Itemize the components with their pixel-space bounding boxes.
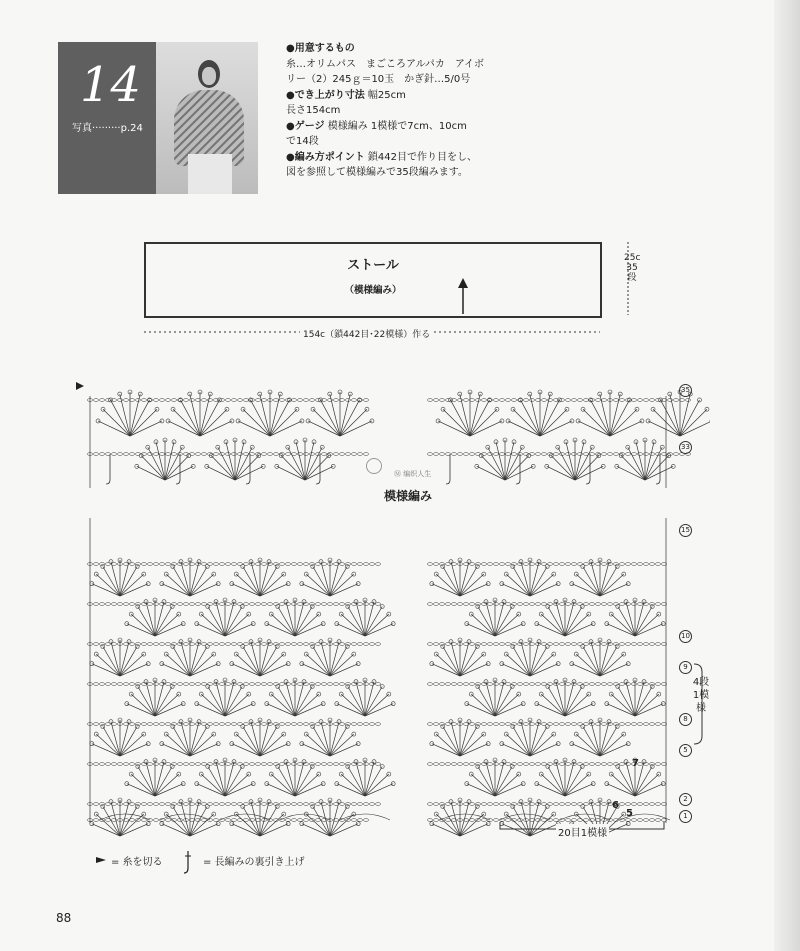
gauge-heading: ●ゲージ <box>286 120 325 132</box>
rows-value: 35段 <box>626 263 638 283</box>
prepare-heading: ●用意するもの <box>286 43 355 54</box>
legend-back-post: = 長編みの裏引き上げ <box>203 857 305 868</box>
row-number: 10 <box>679 630 692 643</box>
diagram-title: 模様編み <box>384 489 433 503</box>
point-line-2: 図を参照して模様編みで35段編みます。 <box>286 167 468 178</box>
row-marker: 7 <box>632 758 639 769</box>
row-number: 33 <box>679 441 692 454</box>
pattern-number: 14 <box>80 57 142 113</box>
height-value: 25c <box>624 253 641 263</box>
rows-repeat-label: 4段1模様 <box>692 677 710 714</box>
row-number: 5 <box>679 744 692 757</box>
back-post-icon <box>184 851 188 873</box>
gauge-line-1: 模様編み 1模様で7cm、10cm <box>327 120 467 132</box>
width-label: 154c（鎖442目･22模様）作る <box>300 327 433 340</box>
row-number: 1 <box>679 810 692 823</box>
page-number: 88 <box>56 911 72 925</box>
row-marker: 6 <box>612 800 619 811</box>
point-line-1: 鎖442目で作り目をし、 <box>367 151 478 163</box>
row-number: 8 <box>679 713 692 726</box>
row-number: 9 <box>679 661 692 674</box>
legend-cut: = 糸を切る <box>111 857 163 868</box>
stole-subtitle: （模様編み） <box>344 285 402 296</box>
row-number: 35 <box>679 384 692 397</box>
row-marker: 5 <box>626 808 633 819</box>
yarn-line-1: 糸…オリムパス まごころアルパカ アイボ <box>286 58 484 70</box>
size-heading: ●でき上がり寸法 <box>286 89 365 101</box>
stole-title: ストール <box>347 258 399 273</box>
cut-yarn-icon <box>96 857 106 863</box>
photo-reference: 写真·········p.24 <box>72 123 143 134</box>
gauge-line-2: で14段 <box>286 136 319 147</box>
stitch-repeat-label: 20目1模様 <box>556 824 609 839</box>
size-value: 幅25cm <box>367 89 406 101</box>
yarn-line-2: リー（2）245ｇ＝10玉 かぎ針…5/0号 <box>286 74 471 85</box>
row-number: 2 <box>679 793 692 806</box>
point-heading: ●編み方ポイント <box>286 151 365 163</box>
length: 長さ154cm <box>286 105 341 116</box>
watermark-text: Ⓜ 编织人生 <box>394 470 432 478</box>
row-number: 15 <box>679 524 692 537</box>
